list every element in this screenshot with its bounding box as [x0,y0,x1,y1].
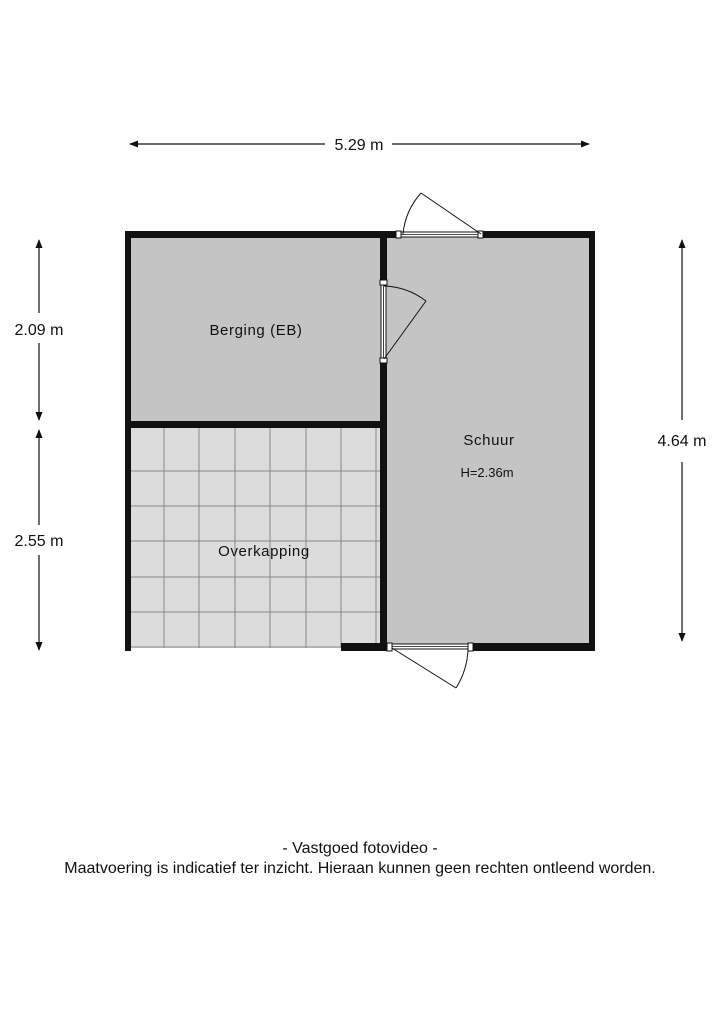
room-schuur-height-label: H=2.36m [460,465,514,480]
dimension-depth-upper-label: 2.09 m [14,322,64,339]
dimension-depth-total-label: 4.64 m [657,433,707,450]
dimension-width-label: 5.29 m [334,137,384,154]
door-bottom [387,643,473,688]
dimension-depth-lower-label: 2.55 m [14,533,64,550]
room-overkapping-label: Overkapping [218,543,310,560]
footer-disclaimer: Maatvoering is indicatief ter inzicht. Hieraan kunnen geen rechten ontleend worden. [64,860,656,877]
door-top [396,193,483,238]
footer-credit: - Vastgoed fotovideo - [282,840,438,857]
room-overkapping-floor [128,425,383,648]
room-schuur-label: Schuur [463,432,515,449]
room-berging-label: Berging (EB) [209,322,303,339]
